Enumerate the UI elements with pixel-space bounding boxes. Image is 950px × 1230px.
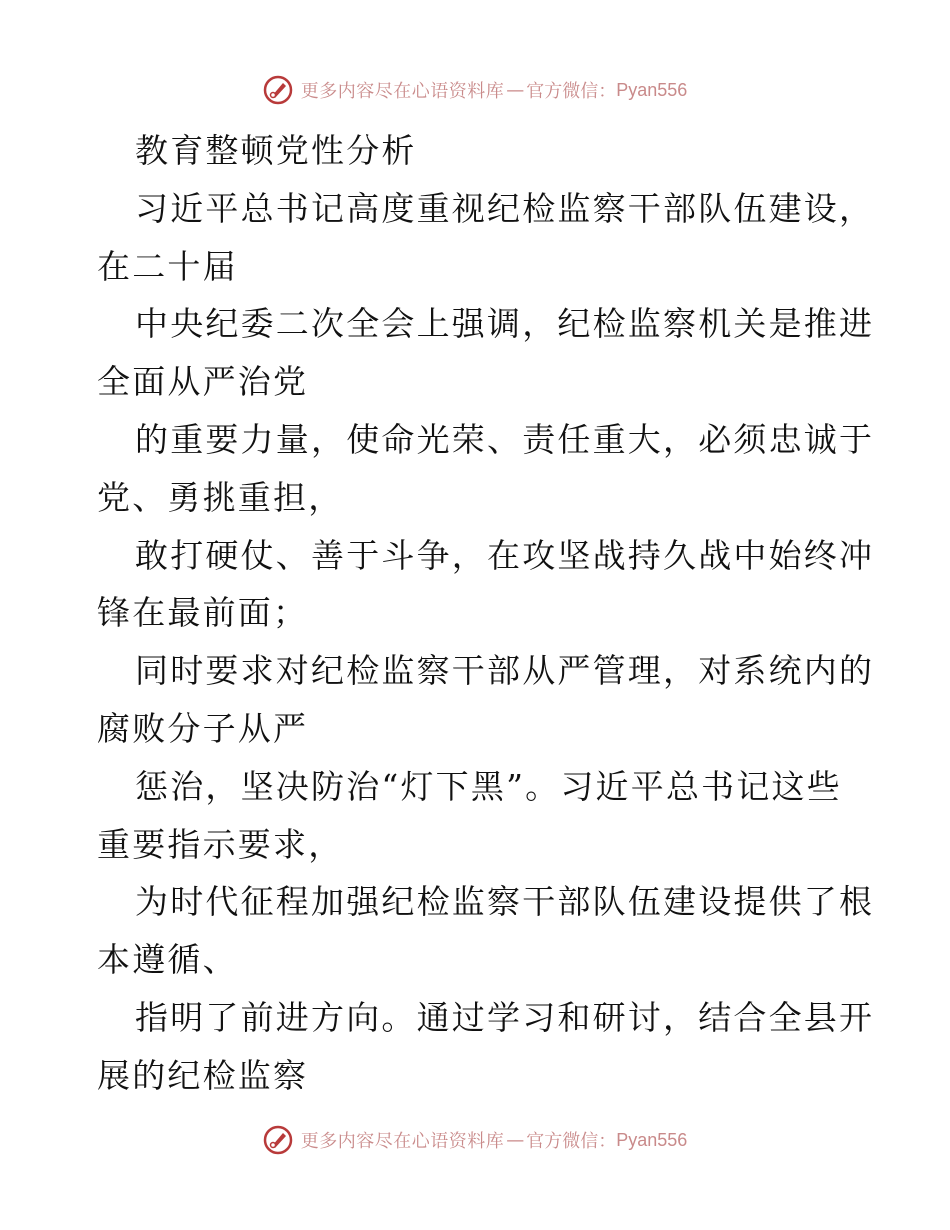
paragraph-line: 全面从严治党 [97, 362, 309, 402]
paragraph-line: 党、勇挑重担， [97, 477, 344, 517]
watermark-wechat-label: 官方微信： [526, 81, 617, 102]
document-title: 教育整顿党性分析 [135, 131, 417, 170]
paragraph-line: 习近平总书记高度重视纪检监察干部队伍建设， [135, 188, 875, 228]
watermark-separator: — [506, 79, 525, 101]
paragraph-line: 腐败分子从严 [97, 708, 309, 748]
document-body [97, 122, 875, 1105]
paragraph-line: 的重要力量，使命光荣、责任重大，必须忠诚于 [135, 419, 875, 459]
watermark-wechat-label: 官方微信： [526, 1131, 617, 1152]
logo-icon [263, 75, 293, 105]
paragraph-line: 中央纪委二次全会上强调，纪检监察机关是推进 [135, 304, 875, 344]
watermark-separator: — [506, 1129, 525, 1151]
watermark-wechat-id: Pyan556 [616, 1129, 688, 1150]
watermark-main-text: 更多内容尽在心语资料库 [300, 81, 505, 102]
paragraph-line: 锋在最前面； [97, 593, 309, 633]
paragraph-line: 展的纪检监察 [97, 1055, 309, 1095]
paragraph-line: 在二十届 [97, 246, 238, 286]
paragraph-line: 敢打硬仗、善于斗争，在攻坚战持久战中始终冲 [135, 535, 875, 575]
header-watermark [0, 70, 950, 110]
paragraph-line: 重要指示要求， [97, 824, 344, 864]
watermark-main-text: 更多内容尽在心语资料库 [300, 1131, 505, 1152]
paragraph-line: 惩治，坚决防治“灯下黑”。习近平总书记这些 [135, 766, 842, 806]
paragraph-line: 指明了前进方向。通过学习和研讨，结合全县开 [135, 997, 875, 1037]
watermark-wechat-id: Pyan556 [616, 79, 688, 100]
logo-icon [263, 1125, 293, 1155]
paragraph-line: 同时要求对纪检监察干部从严管理，对系统内的 [135, 651, 875, 691]
paragraph-line: 本遵循、 [97, 940, 238, 980]
paragraph-line: 为时代征程加强纪检监察干部队伍建设提供了根 [135, 882, 875, 922]
footer-watermark [0, 1120, 950, 1160]
